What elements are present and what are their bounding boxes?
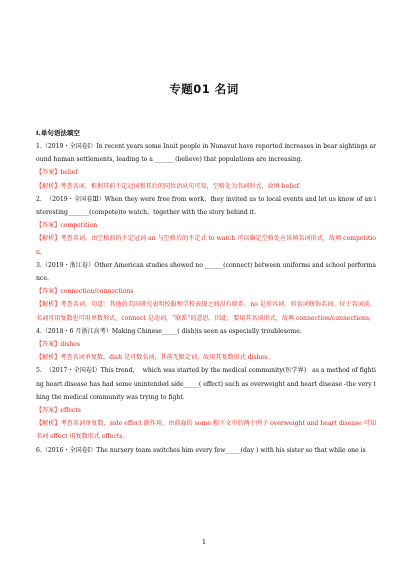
question-text: 5. （2017・全国卷Ⅰ）This trend， which was started by the medical community(医学界) as a method of fighting heart disease has had some unintended side_____( effect) such as overweight and heart disease -the very thing the medical community was trying to fight. [36, 367, 376, 401]
question-block-1 [36, 140, 376, 193]
page-number: 1 [201, 538, 207, 546]
question-block-4 [36, 325, 376, 365]
question-text: 4.（2018・6 月浙江高考）Making Chinese_____( dish)is seen as especially troublesome. [36, 327, 302, 335]
question-text: 3.（2019・浙江卷）Other American studies showed no ______(connect) between uniforms and school performance. [36, 261, 376, 283]
explanation-text: 【解析】考查名词单复数，side effect 副作用，由前面的 some 和下文中的两个例子 overweight and heart disease 可知名词 effect 用复数形式 effects。 [36, 420, 376, 441]
document-body [36, 128, 376, 457]
answer-text: 【答案】belief [36, 169, 78, 177]
question-text-6: 6.（2016・全国卷Ⅰ）The nursery team switches him every few_____(day ) with his sister so that while one is [36, 446, 366, 454]
explanation-text: 【解析】考查名词单复数，dish 是可数名词，其前无限定词，故用其复数形式 dishes。 [36, 354, 274, 362]
answer-text: 【答案】dishes [36, 341, 81, 349]
question-block-5 [36, 364, 376, 443]
answer-text: 【答案】connection/connections [36, 288, 134, 296]
question-block-3 [36, 259, 376, 325]
question-text: 1.（2019・全国卷Ⅰ）In recent years some Inuit people in Nunavut have reported increases in bear sightings around human settlements, leading to a ______ (believe) that populations are increasing. [36, 143, 376, 164]
explanation-text: 【解析】考查名词。句意：其他的美国研究表明校服和学校表现之间没有联系。no 是形容词，形容词修饰名词，位于名词前，名词可用复数也可用单数形式。connect 是动词，“联系”的意思，因此，要用其名词形式，故填 connection/connections。 [36, 301, 376, 322]
question-block-2 [36, 193, 376, 259]
page-title: 专题01 名词 [169, 82, 239, 96]
answer-text: 【答案】effects [36, 407, 81, 415]
answer-text: 【答案】competition [36, 222, 98, 230]
explanation-text: 【解析】考查名词。由空格前的不定冠词 an 与空格后的不定式 to watch 可以确定空格处应该填名词形式，故填 competition。 [36, 235, 376, 256]
question-text: 2. （2019・全国卷Ⅲ）When they were free from work，they invited us to local events and let us know of an interesting_______(compete)to watch，together with the story behind it. [36, 195, 376, 217]
section-heading: I.单句语法填空 [36, 129, 80, 137]
explanation-text: 【解析】考查名词。根据其前不定冠词和其后的同位语从句可知，空格处为名词形式，故填 belief. [36, 182, 301, 190]
